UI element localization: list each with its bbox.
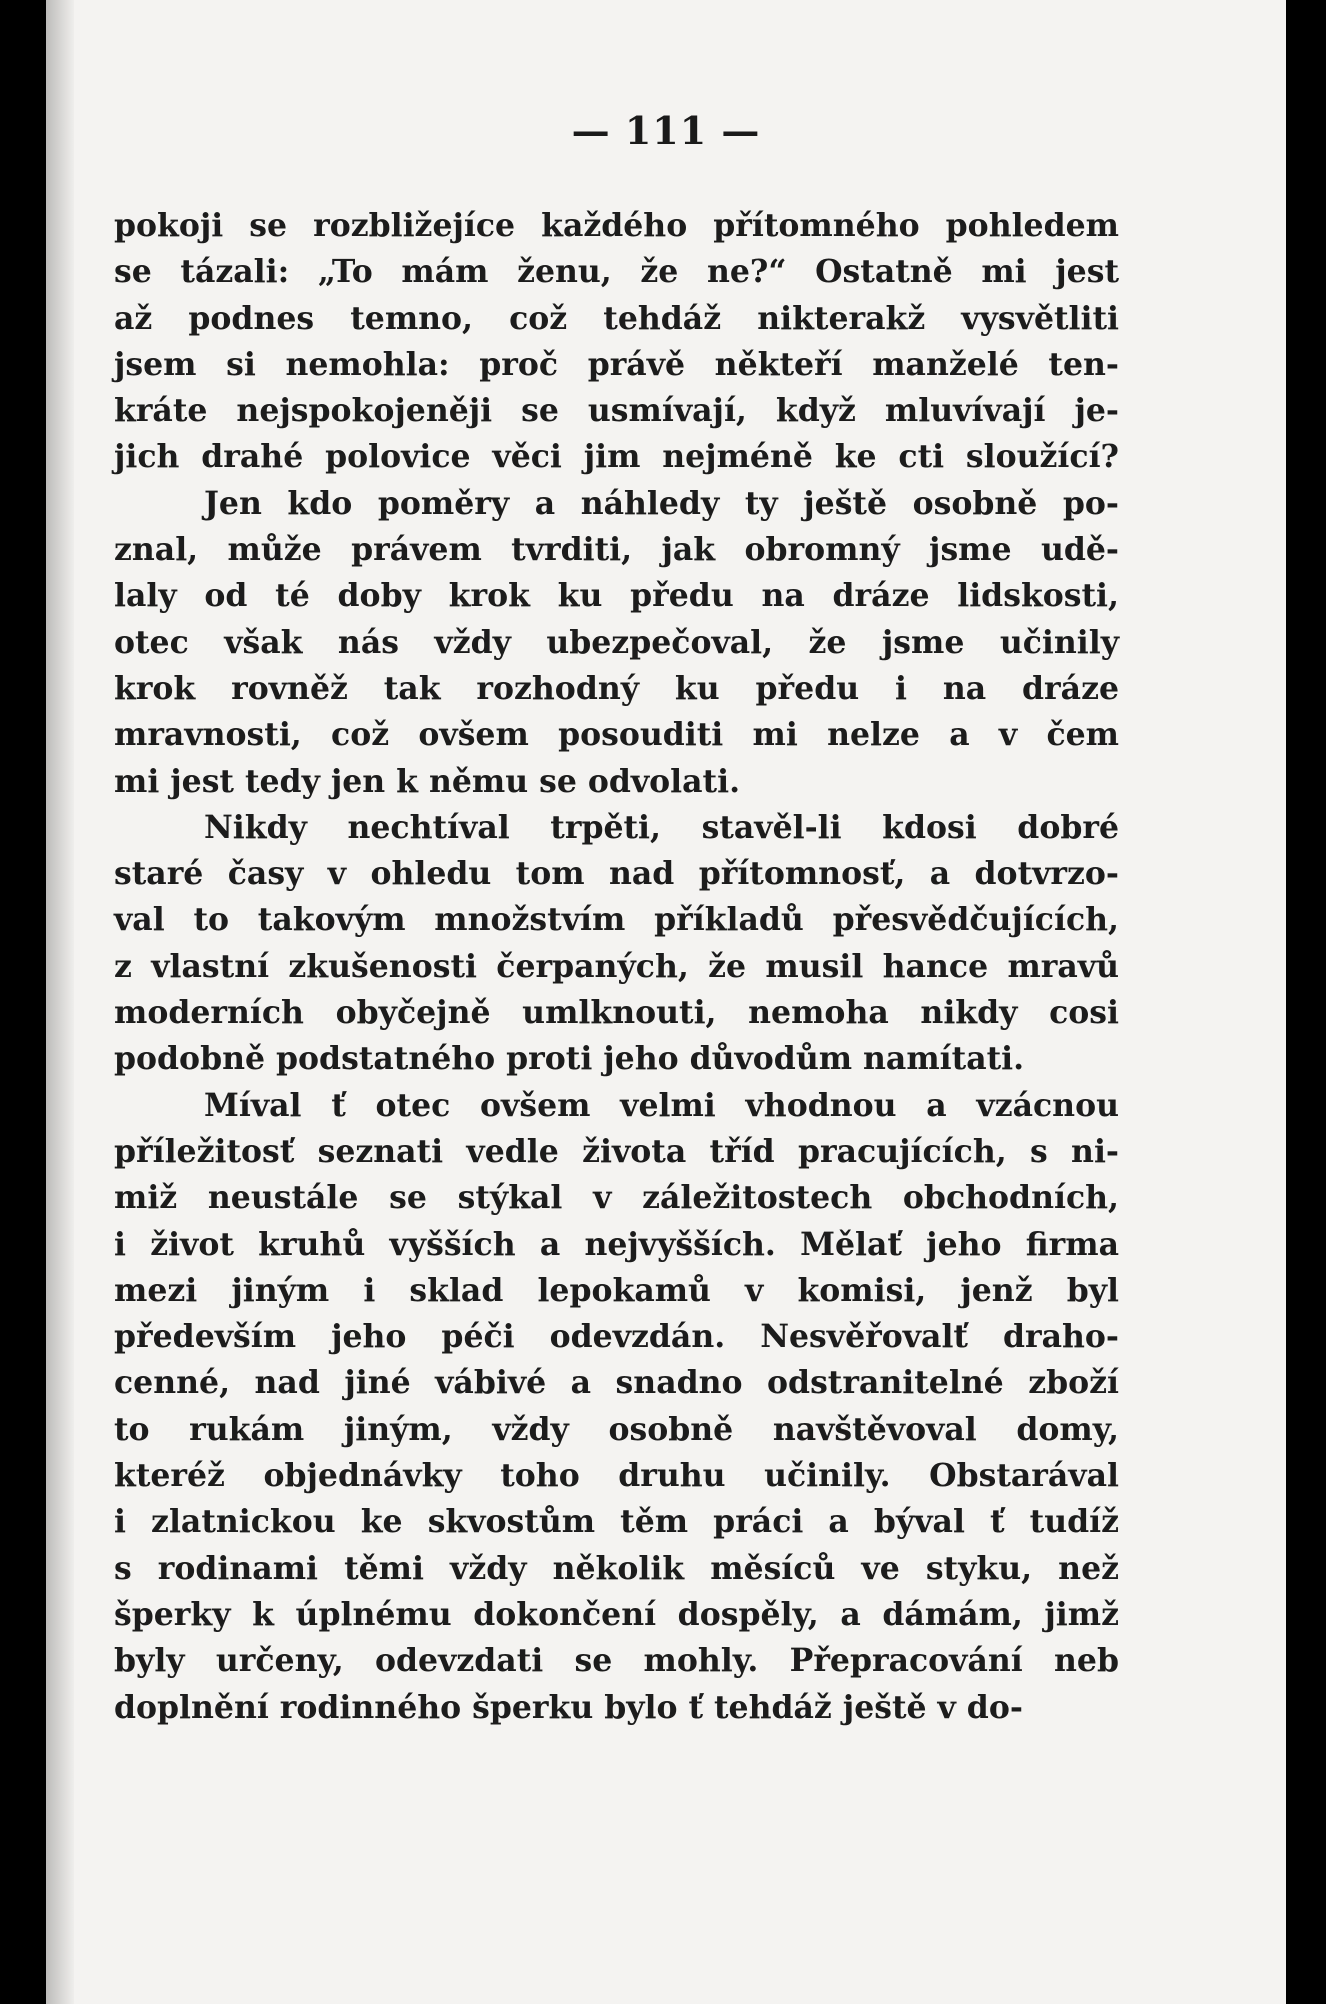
text-line: jich drahé polovice věci jim nejméně ke cti sloužící? bbox=[114, 438, 1119, 476]
text-line: cenné, nad jiné vábivé a snadno odstranitelné zboží bbox=[114, 1364, 1119, 1402]
book-page bbox=[46, 0, 1286, 2004]
text-line: staré časy v ohledu tom nad přítomnosť, a dotvrzo- bbox=[114, 855, 1119, 893]
text-line: moderních obyčejně umlknouti, nemoha nikdy cosi bbox=[114, 994, 1119, 1032]
text-line: Míval ť otec ovšem velmi vhodnou a vzácnou bbox=[204, 1086, 1119, 1124]
text-line: se tázali: „To mám ženu, že ne?“ Ostatně mi jest bbox=[114, 253, 1119, 291]
text-line: krok rovněž tak rozhodný ku předu i na dráze bbox=[114, 669, 1119, 707]
text-line: Nikdy nechtíval trpěti, stavěl-li kdosi dobré bbox=[204, 808, 1119, 846]
text-line: to rukám jiným, vždy osobně navštěvoval domy, bbox=[114, 1410, 1119, 1448]
text-line: znal, může právem tvrditi, jak obromný jsme udě- bbox=[114, 531, 1119, 569]
text-line: mi jest tedy jen k němu se odvolati. bbox=[114, 762, 741, 800]
text-line: doplnění rodinného šperku bylo ť tehdáž ještě v do- bbox=[114, 1688, 1023, 1726]
text-line: val to takovým množstvím příkladů přesvědčujících, bbox=[114, 901, 1119, 939]
page-number: — 111 — bbox=[571, 108, 761, 153]
text-line: i život kruhů vyšších a nejvyšších. Mělať jeho firma bbox=[114, 1225, 1119, 1263]
text-line: až podnes temno, což tehdáž nikterakž vysvětliti bbox=[114, 299, 1119, 337]
text-line: miž neustále se stýkal v záležitostech obchodních, bbox=[114, 1179, 1119, 1217]
text-line: laly od té doby krok ku předu na dráze lidskosti, bbox=[114, 577, 1119, 615]
text-line: byly určeny, odevzdati se mohly. Přepracování neb bbox=[114, 1642, 1119, 1680]
page-gutter-shadow bbox=[46, 0, 74, 2004]
text-line: i zlatnickou ke skvostům těm práci a býval ť tudíž bbox=[114, 1503, 1119, 1541]
text-line: příležitosť seznati vedle života tříd pracujících, s ni- bbox=[114, 1132, 1119, 1170]
text-line: kteréž objednávky toho druhu učinily. Obstarával bbox=[114, 1457, 1119, 1495]
text-line: pokoji se rozbližejíce každého přítomného pohledem bbox=[114, 207, 1119, 244]
body-text bbox=[114, 203, 1119, 1731]
text-line: šperky k úplnému dokončení dospěly, a dámám, jimž bbox=[114, 1595, 1119, 1633]
text-line: především jeho péči odevzdán. Nesvěřovalť draho- bbox=[114, 1318, 1119, 1356]
text-line: z vlastní zkušenosti čerpaných, že musil hance mravů bbox=[114, 947, 1119, 985]
text-line: Jen kdo poměry a náhledy ty ještě osobně po- bbox=[204, 484, 1119, 522]
text-line: otec však nás vždy ubezpečoval, že jsme učinily bbox=[114, 623, 1119, 661]
text-line: mezi jiným i sklad lepokamů v komisi, jenž byl bbox=[114, 1271, 1119, 1309]
text-line: mravnosti, což ovšem posouditi mi nelze a v čem bbox=[114, 716, 1119, 754]
text-line: kráte nejspokojeněji se usmívají, když mluvívají je- bbox=[114, 392, 1119, 430]
text-line: jsem si nemohla: proč právě někteří manželé ten- bbox=[114, 345, 1119, 383]
text-line: podobně podstatného proti jeho důvodům namítati. bbox=[114, 1040, 1025, 1078]
text-line: s rodinami těmi vždy několik měsíců ve styku, než bbox=[114, 1549, 1119, 1587]
